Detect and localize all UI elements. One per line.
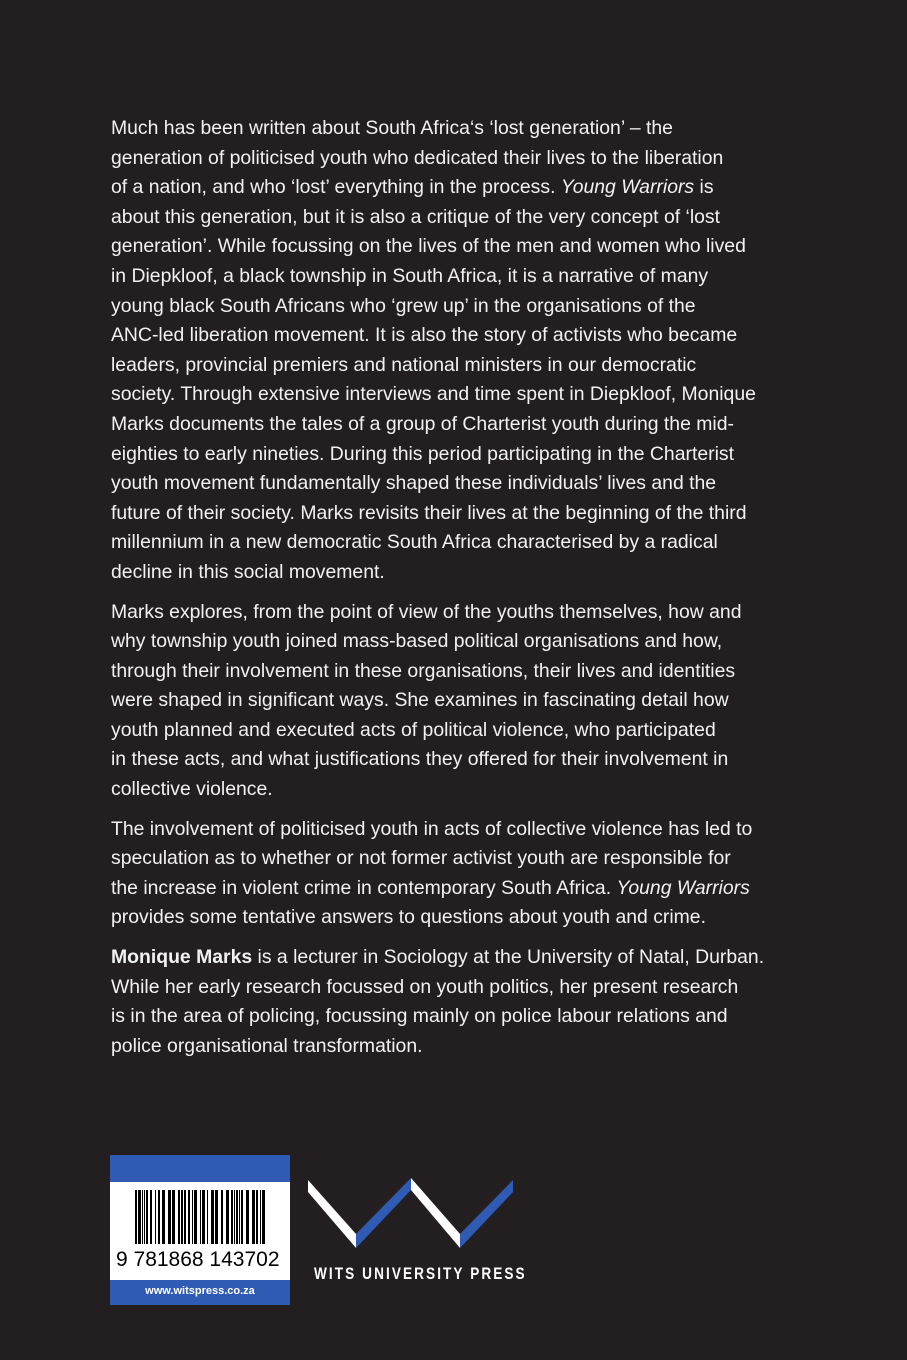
text-segment: Much has been written about South Africa‘s ‘lost generation’ – the: [111, 117, 673, 139]
text-segment: provides some tentative answers to questions about youth and crime.: [111, 906, 706, 929]
barcode-bar: [202, 1190, 205, 1244]
text-segment: in these acts, and what justifications they offered for their involvement in: [111, 748, 729, 771]
text-segment: future of their society. Marks revisits their lives at the beginning of the third: [111, 501, 747, 524]
text-line: [111, 292, 764, 322]
text-line: [111, 973, 764, 1003]
text-segment: eighties to early nineties. During this period participating in the Charterist: [111, 442, 734, 465]
text-line: [111, 144, 764, 174]
publisher-name: WITS UNIVERSITY PRESS: [314, 1264, 527, 1283]
text-segment: millennium in a new democratic South Africa characterised by a radical: [111, 531, 718, 554]
text-line: [111, 943, 764, 973]
text-segment: While her early research focussed on youth politics, her present research: [111, 975, 739, 998]
text-line: [111, 558, 764, 588]
text-segment: youth planned and executed acts of political violence, who participated: [111, 718, 716, 741]
barcode-bar: [241, 1190, 243, 1244]
barcode-bar: [144, 1190, 145, 1244]
text-line: [111, 173, 764, 203]
back-cover-blurb: [111, 114, 764, 1071]
isbn-barcode: [110, 1155, 290, 1305]
text-segment: speculation as to whether or not former activist youth are responsible for: [111, 847, 731, 870]
author-name: Monique Marks: [111, 946, 253, 969]
text-line: [111, 232, 764, 262]
barcode-bar: [231, 1190, 233, 1244]
barcode-bar: [236, 1190, 238, 1244]
barcode-bar: [172, 1190, 175, 1244]
barcode-bar: [181, 1190, 183, 1244]
text-line: [111, 351, 764, 381]
text-line: [111, 262, 764, 292]
text-line: [111, 410, 764, 440]
book-title: Young Warriors: [616, 876, 750, 899]
text-segment: young black South Africans who ‘grew up’ in the organisations of the: [111, 294, 696, 317]
text-segment: about this generation, but it is also a critique of the very concept of ‘lost: [111, 205, 720, 228]
isbn-number: 9 781868 143702: [116, 1248, 280, 1271]
text-segment: generation’. While focussing on the lives of the men and women who lived: [111, 235, 746, 258]
barcode-bar: [194, 1190, 197, 1244]
barcode-bar: [234, 1190, 235, 1244]
barcode-bar: [184, 1190, 186, 1244]
text-segment: Marks explores, from the point of view of the youths themselves, how and: [111, 600, 742, 623]
barcode-bars: [135, 1190, 267, 1244]
text-segment: why township youth joined mass-based political organisations and how,: [111, 630, 723, 653]
text-segment: police organisational transformation.: [111, 1034, 423, 1057]
text-segment: in Diepkloof, a black township in South Africa, it is a narrative of many: [111, 264, 709, 287]
text-line: [111, 469, 764, 499]
text-segment: decline in this social movement.: [111, 560, 385, 583]
barcode-bar: [200, 1190, 201, 1244]
barcode-bar: [221, 1190, 223, 1244]
text-line: [111, 1002, 764, 1032]
text-line: [111, 380, 764, 410]
text-segment: the increase in violent crime in contemporary South Africa.: [111, 876, 617, 899]
text-line: [111, 1032, 764, 1062]
barcode-bar: [158, 1190, 160, 1244]
barcode-bar: [138, 1190, 141, 1244]
text-line: [111, 203, 764, 233]
wits-logo-icon: [308, 1178, 514, 1252]
barcode-bar: [142, 1190, 143, 1244]
text-segment: generation of politicised youth who dedicated their lives to the liberation: [111, 146, 724, 169]
text-line: [111, 815, 764, 845]
paragraph: [111, 943, 764, 1061]
barcode-bar: [252, 1190, 255, 1244]
text-line: [111, 321, 764, 351]
text-line: [111, 528, 764, 558]
barcode-bar: [188, 1190, 190, 1244]
text-line: [111, 716, 764, 746]
barcode-bar: [162, 1190, 165, 1244]
text-line: [111, 874, 764, 904]
barcode-bar: [150, 1190, 152, 1244]
text-line: [111, 903, 764, 933]
text-line: [111, 657, 764, 687]
text-segment: collective violence.: [111, 778, 273, 801]
text-segment: society. Through extensive interviews and time spent in Diepkloof, Monique: [111, 383, 756, 406]
text-line: [111, 686, 764, 716]
text-line: [111, 440, 764, 470]
text-segment: leaders, provincial premiers and national ministers in our democratic: [111, 353, 697, 376]
barcode-bar: [135, 1190, 137, 1244]
text-segment: of a nation, and who ‘lost’ everything in the process.: [111, 176, 561, 199]
barcode-bar: [226, 1190, 229, 1244]
text-line: [111, 114, 764, 144]
text-line: [111, 775, 764, 805]
text-segment: ANC-led liberation movement. It is also the story of activists who became: [111, 324, 738, 347]
text-line: [111, 745, 764, 775]
publisher-url: www.witspress.co.za: [145, 1285, 255, 1297]
text-line: [111, 499, 764, 529]
barcode-bar: [256, 1190, 258, 1244]
paragraph: [111, 815, 764, 933]
barcode-bar: [215, 1190, 218, 1244]
barcode-bar: [207, 1190, 208, 1244]
text-line: [111, 598, 764, 628]
text-segment: youth movement fundamentally shaped these individuals’ lives and the: [111, 472, 717, 495]
text-line: [111, 627, 764, 657]
barcode-bar: [211, 1190, 214, 1244]
text-segment: were shaped in significant ways. She examines in fascinating detail how: [111, 689, 729, 712]
text-segment: through their involvement in these organisations, their lives and identities: [111, 659, 736, 682]
text-segment: is a lecturer in Sociology at the University of Natal, Durban.: [252, 946, 765, 969]
text-segment: Marks documents the tales of a group of Charterist youth during the mid-: [111, 412, 734, 435]
barcode-bar: [260, 1190, 261, 1244]
text-segment: is in the area of policing, focussing mainly on police labour relations and: [111, 1005, 728, 1028]
barcode-bar: [192, 1190, 193, 1244]
paragraph: [111, 114, 764, 588]
barcode-bar: [155, 1190, 156, 1244]
book-title: Young Warriors: [560, 176, 695, 199]
text-segment: is: [694, 176, 714, 199]
barcode-bar: [146, 1190, 148, 1244]
barcode-bar: [262, 1190, 265, 1244]
paragraph: [111, 598, 764, 805]
barcode-bar: [246, 1190, 249, 1244]
barcode-label: [110, 1182, 290, 1280]
barcode-bar: [239, 1190, 240, 1244]
barcode-bar: [178, 1190, 180, 1244]
barcode-bar: [168, 1190, 171, 1244]
text-line: [111, 844, 764, 874]
text-segment: The involvement of politicised youth in acts of collective violence has led to: [111, 817, 753, 840]
